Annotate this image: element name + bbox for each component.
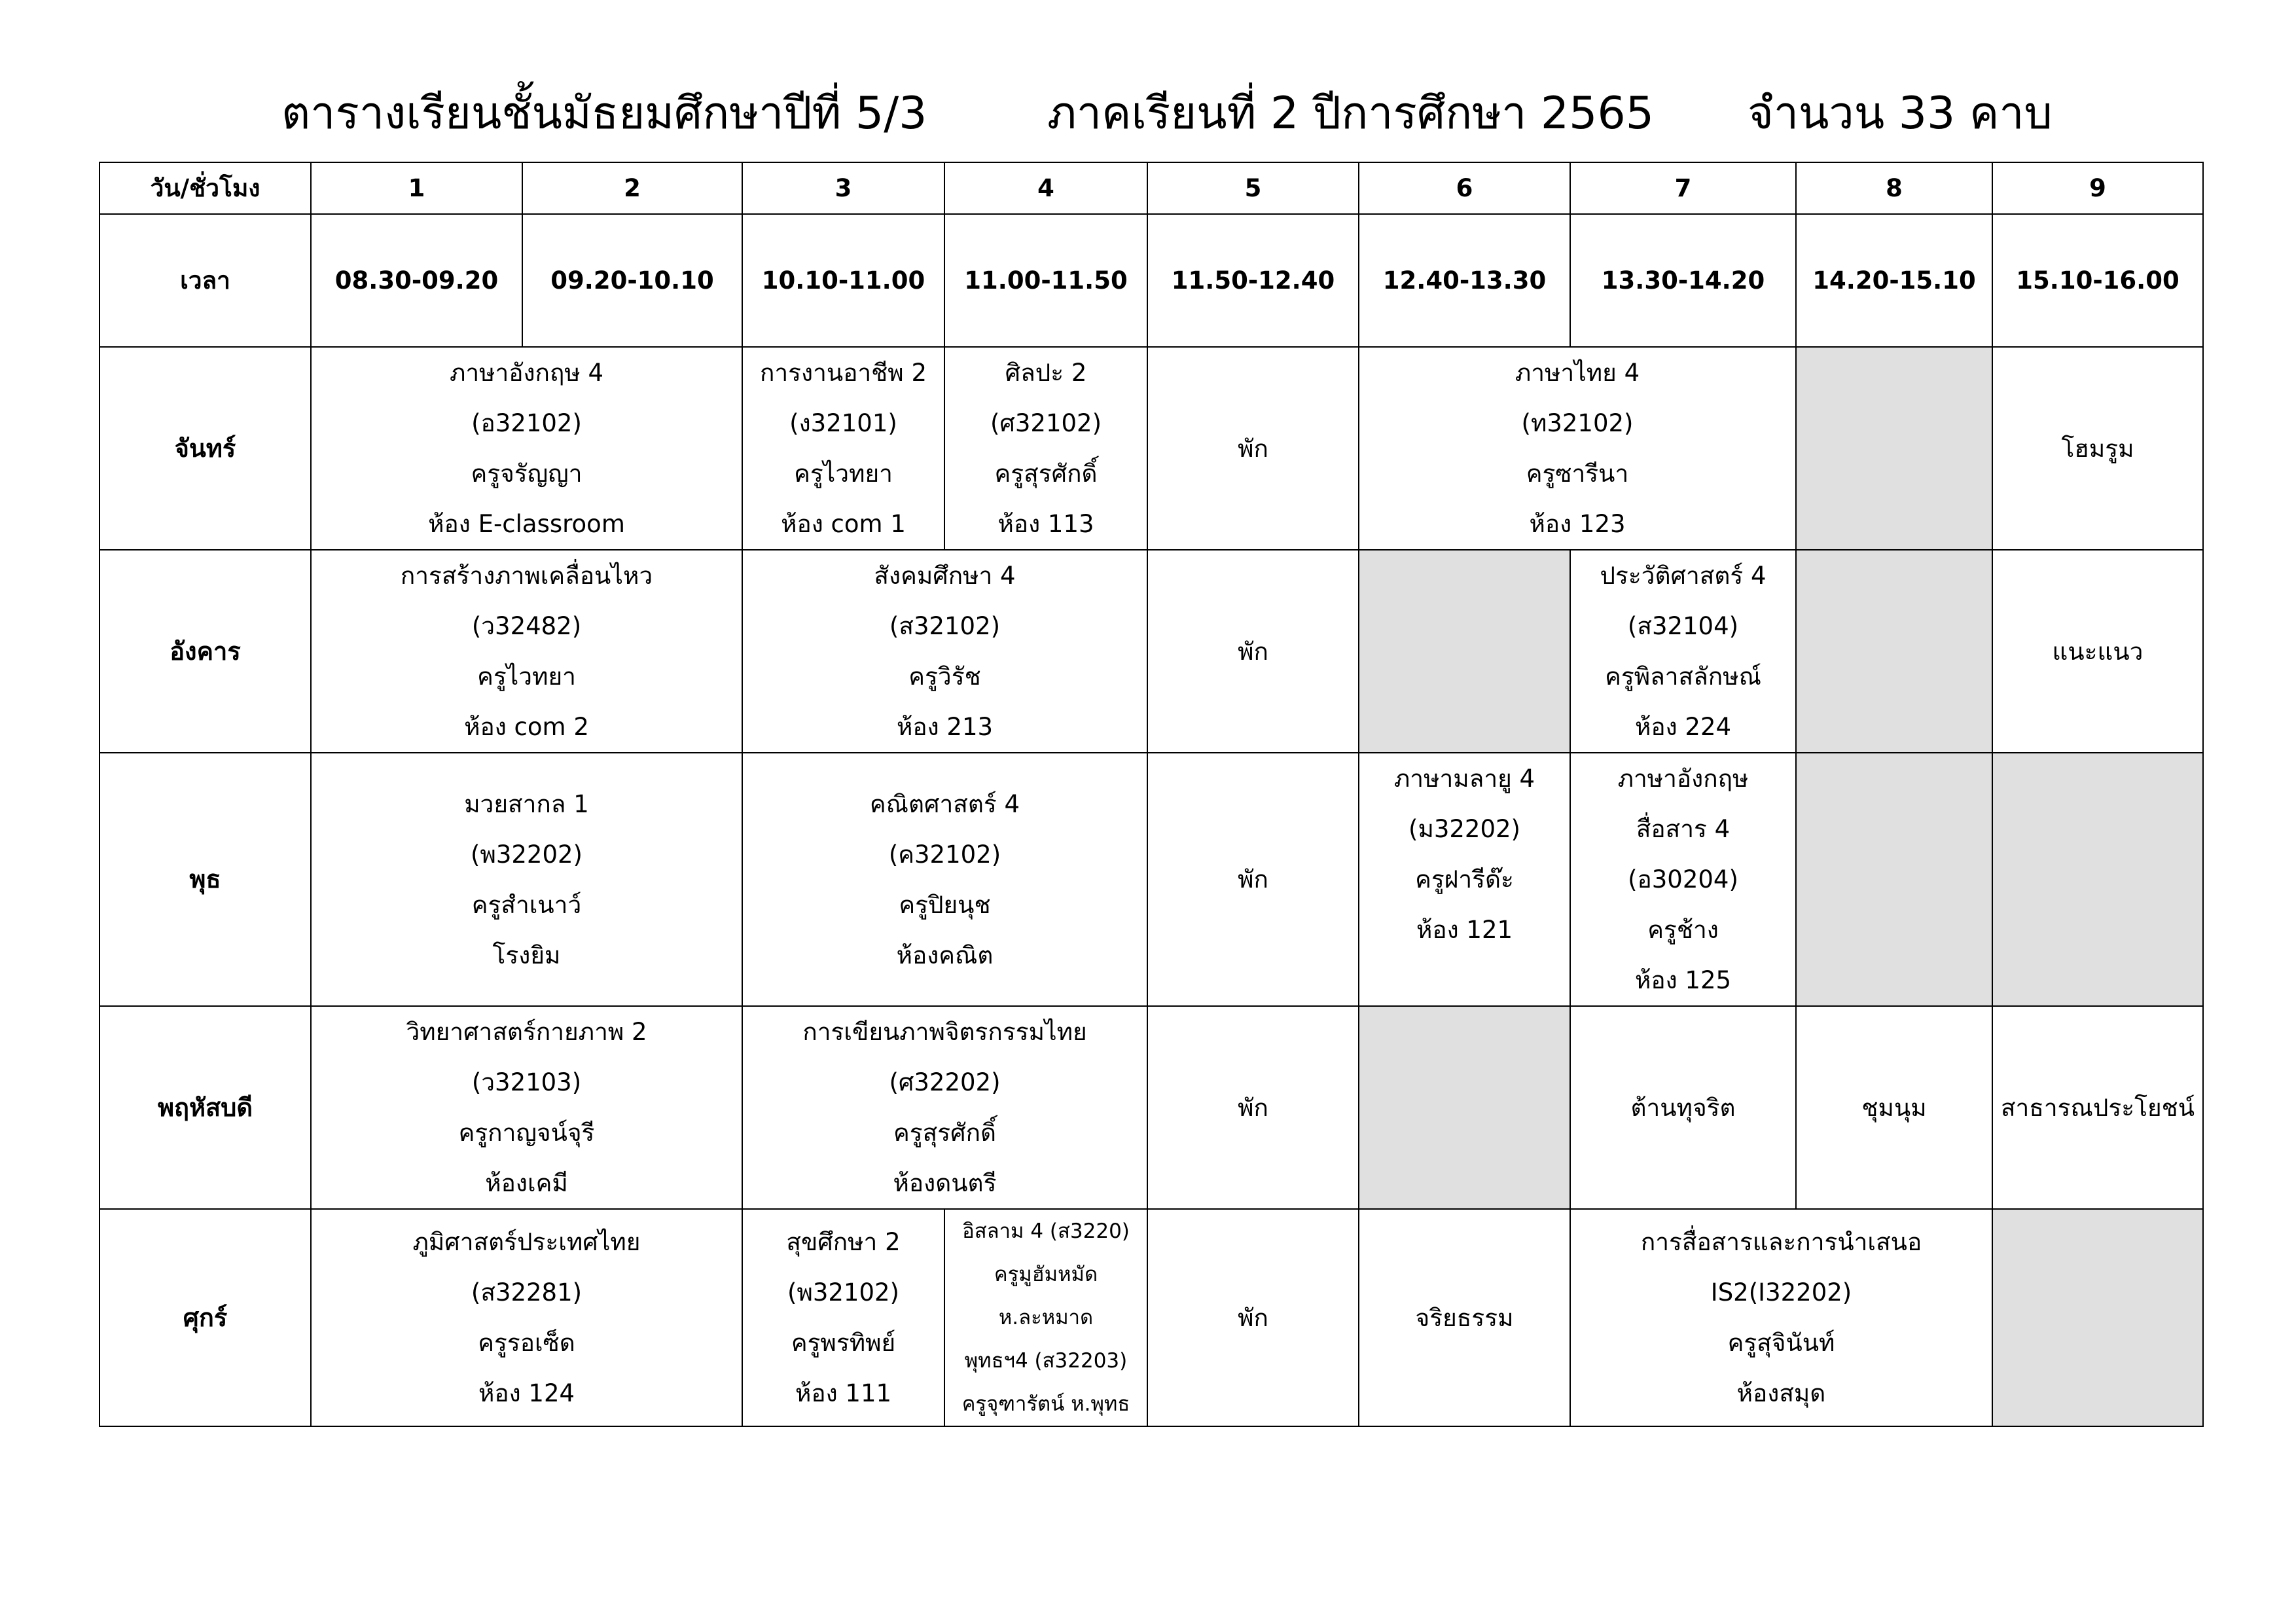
- subject-line: (ศ32102): [990, 409, 1102, 437]
- time-label: เวลา: [99, 214, 311, 347]
- subject-line: ครูซารีนา: [1526, 460, 1629, 488]
- subject-line: (ส32104): [1627, 612, 1739, 640]
- empty-cell: [1992, 1209, 2203, 1426]
- subject-line: ครูรอเซ็ด: [478, 1329, 575, 1357]
- day-row-monday: [99, 347, 2203, 550]
- period-time: 09.20-10.10: [522, 214, 742, 347]
- empty-cell: [1796, 347, 1992, 550]
- subject-line: ครูสำเนาว์: [471, 890, 582, 919]
- subject-line: ครูช้าง: [1647, 916, 1719, 944]
- subject-line: ห้อง 121: [1416, 916, 1513, 944]
- subject-line: (ท32102): [1521, 409, 1634, 437]
- subject-line: การสื่อสารและการนำเสนอ: [1640, 1228, 1922, 1256]
- period-number: 2: [522, 162, 742, 214]
- period-time: 11.50-12.40: [1147, 214, 1359, 347]
- break-cell: พัก: [1147, 1006, 1359, 1209]
- subject-line: อิสลาม 4 (ส3220): [962, 1219, 1130, 1243]
- day-row-friday: [99, 1209, 2203, 1426]
- subject-line: (อ30204): [1628, 865, 1738, 893]
- subject-line: ครูไวทยา: [477, 662, 576, 691]
- subject-line: ห้อง 111: [795, 1379, 892, 1407]
- subject-cell: [944, 347, 1147, 550]
- subject-cell: [311, 550, 742, 753]
- subject-line: (ส32102): [889, 612, 1001, 640]
- subject-line: ครูสุจินันท์: [1727, 1329, 1835, 1357]
- period-number: 9: [1992, 162, 2203, 214]
- subject-line: (ว32103): [471, 1068, 582, 1096]
- subject-line: ครูสุรศักดิ์: [893, 1119, 996, 1147]
- day-name: พุธ: [99, 753, 311, 1006]
- subject-line: ภาษาอังกฤษ: [1617, 765, 1749, 793]
- period-time: 11.00-11.50: [944, 214, 1147, 347]
- subject-line: ครูวิรัช: [908, 662, 981, 691]
- activity-cell: ต้านทุจริต: [1570, 1006, 1796, 1209]
- subject-line: (ม32202): [1408, 815, 1520, 843]
- empty-cell: [1796, 550, 1992, 753]
- timetable: [99, 162, 2204, 1427]
- time-row: [99, 214, 2203, 347]
- page-title: ตารางเรียนชั้นมัธยมศึกษาปีที่ 5/3: [281, 88, 927, 139]
- subject-line: วิทยาศาสตร์กายภาพ 2: [406, 1018, 647, 1046]
- period-time: 10.10-11.00: [742, 214, 944, 347]
- period-number: 5: [1147, 162, 1359, 214]
- day-name: ศุกร์: [99, 1209, 311, 1426]
- subject-line: การงานอาชีพ 2: [760, 359, 927, 387]
- period-count: จำนวน 33 คาบ: [1748, 88, 2053, 139]
- subject-line: ครูไวทยา: [794, 460, 893, 488]
- period-time: 14.20-15.10: [1796, 214, 1992, 347]
- subject-line: (พ32102): [787, 1278, 899, 1307]
- subject-line: ครูฝารีด๊ะ: [1415, 865, 1514, 893]
- subject-cell: [742, 1006, 1147, 1209]
- subject-cell: [311, 753, 742, 1006]
- subject-cell: [311, 1209, 742, 1426]
- empty-cell: [1796, 753, 1992, 1006]
- subject-line: ห้อง 224: [1634, 713, 1732, 741]
- subject-line: ห้องสมุด: [1736, 1379, 1826, 1407]
- subject-line: ประวัติศาสตร์ 4: [1600, 562, 1767, 590]
- subject-cell: [1570, 550, 1796, 753]
- subject-line: สุขศึกษา 2: [786, 1228, 901, 1256]
- subject-line: ห้องดนตรี: [893, 1169, 997, 1197]
- period-number: 7: [1570, 162, 1796, 214]
- subject-cell: [742, 347, 944, 550]
- day-row-thursday: [99, 1006, 2203, 1209]
- day-row-wednesday: [99, 753, 2203, 1006]
- break-cell: พัก: [1147, 1209, 1359, 1426]
- subject-line: มวยสากล 1: [464, 789, 589, 818]
- subject-line: (ว32482): [471, 612, 582, 640]
- corner-header: วัน/ชั่วโมง: [99, 162, 311, 214]
- subject-cell: [1359, 347, 1796, 550]
- day-name: จันทร์: [99, 347, 311, 550]
- break-cell: พัก: [1147, 347, 1359, 550]
- subject-line: (ค32102): [888, 840, 1001, 869]
- subject-line: ภาษาไทย 4: [1515, 359, 1640, 387]
- subject-line: (ง32101): [789, 409, 897, 437]
- subject-line: (ศ32202): [889, 1068, 1001, 1096]
- period-number: 3: [742, 162, 944, 214]
- subject-line: ภาษามลายู 4: [1393, 765, 1535, 793]
- break-cell: พัก: [1147, 753, 1359, 1006]
- activity-cell: จริยธรรม: [1359, 1209, 1570, 1426]
- subject-line: ศิลปะ 2: [1005, 359, 1087, 387]
- subject-line: ห้อง com 2: [464, 713, 589, 741]
- subject-line: ภูมิศาสตร์ประเทศไทย: [412, 1228, 641, 1256]
- subject-line: ครูจุฑารัตน์ ห.พุทธ: [961, 1392, 1130, 1416]
- subject-line: การสร้างภาพเคลื่อนไหว: [400, 562, 653, 590]
- subject-cell: [742, 1209, 944, 1426]
- subject-line: ครูพิลาสลักษณ์: [1605, 662, 1761, 691]
- subject-line: ครูกาญจน์จุรี: [458, 1119, 595, 1147]
- activity-cell: โฮมรูม: [1992, 347, 2203, 550]
- subject-line: IS2(I32202): [1710, 1278, 1852, 1307]
- subject-line: (ส32281): [471, 1278, 583, 1307]
- empty-cell: [1992, 753, 2203, 1006]
- period-number: 1: [311, 162, 522, 214]
- subject-cell: [311, 347, 742, 550]
- subject-cell: [1359, 753, 1570, 1006]
- subject-line: (อ32102): [471, 409, 582, 437]
- day-row-tuesday: [99, 550, 2203, 753]
- period-time: 15.10-16.00: [1992, 214, 2203, 347]
- subject-line: ห้องคณิต: [896, 941, 994, 969]
- period-time: 08.30-09.20: [311, 214, 522, 347]
- subject-line: ครูปิยนุช: [899, 890, 991, 919]
- subject-cell: [944, 1209, 1147, 1426]
- term-label: ภาคเรียนที่ 2 ปีการศึกษา 2565: [1047, 88, 1654, 139]
- subject-line: ห้อง 124: [478, 1379, 575, 1407]
- activity-cell: แนะแนว: [1992, 550, 2203, 753]
- empty-cell: [1359, 1006, 1570, 1209]
- subject-line: การเขียนภาพจิตรกรรมไทย: [802, 1018, 1087, 1046]
- activity-cell: ชุมนุม: [1796, 1006, 1992, 1209]
- subject-line: ครูพรทิพย์: [791, 1329, 896, 1357]
- subject-cell: [742, 753, 1147, 1006]
- subject-line: ห.ละหมาด: [998, 1306, 1094, 1329]
- day-name: อังคาร: [99, 550, 311, 753]
- subject-line: ครูจรัญญา: [471, 460, 583, 488]
- subject-line: ภาษาอังกฤษ 4: [449, 359, 604, 387]
- subject-line: ห้อง E-classroom: [428, 510, 625, 538]
- subject-line: สื่อสาร 4: [1636, 815, 1731, 843]
- subject-line: ห้อง 213: [896, 713, 994, 741]
- subject-line: พุทธฯ4 (ส32203): [964, 1349, 1128, 1373]
- subject-cell: [311, 1006, 742, 1209]
- subject-line: ห้องเคมี: [485, 1169, 568, 1197]
- subject-cell: [1570, 753, 1796, 1006]
- period-time: 12.40-13.30: [1359, 214, 1570, 347]
- subject-line: ห้อง com 1: [781, 510, 906, 538]
- period-number: 4: [944, 162, 1147, 214]
- subject-line: ห้อง 125: [1634, 966, 1732, 994]
- subject-line: (พ32202): [471, 840, 583, 869]
- subject-line: ครูสุรศักดิ์: [994, 460, 1098, 488]
- subject-cell: [742, 550, 1147, 753]
- subject-line: สังคมศึกษา 4: [874, 562, 1016, 590]
- break-cell: พัก: [1147, 550, 1359, 753]
- activity-cell: สาธารณประโยชน์: [1992, 1006, 2203, 1209]
- subject-line: ห้อง 123: [1529, 510, 1626, 538]
- day-name: พฤหัสบดี: [99, 1006, 311, 1209]
- subject-line: คณิตศาสตร์ 4: [869, 789, 1020, 818]
- empty-cell: [1359, 550, 1570, 753]
- subject-line: โรงยิม: [492, 941, 561, 969]
- period-header-row: [99, 162, 2203, 214]
- period-number: 8: [1796, 162, 1992, 214]
- period-number: 6: [1359, 162, 1570, 214]
- period-time: 13.30-14.20: [1570, 214, 1796, 347]
- subject-line: ห้อง 113: [997, 510, 1094, 538]
- subject-cell: [1570, 1209, 1992, 1426]
- subject-line: ครูมูฮัมหมัด: [994, 1263, 1098, 1286]
